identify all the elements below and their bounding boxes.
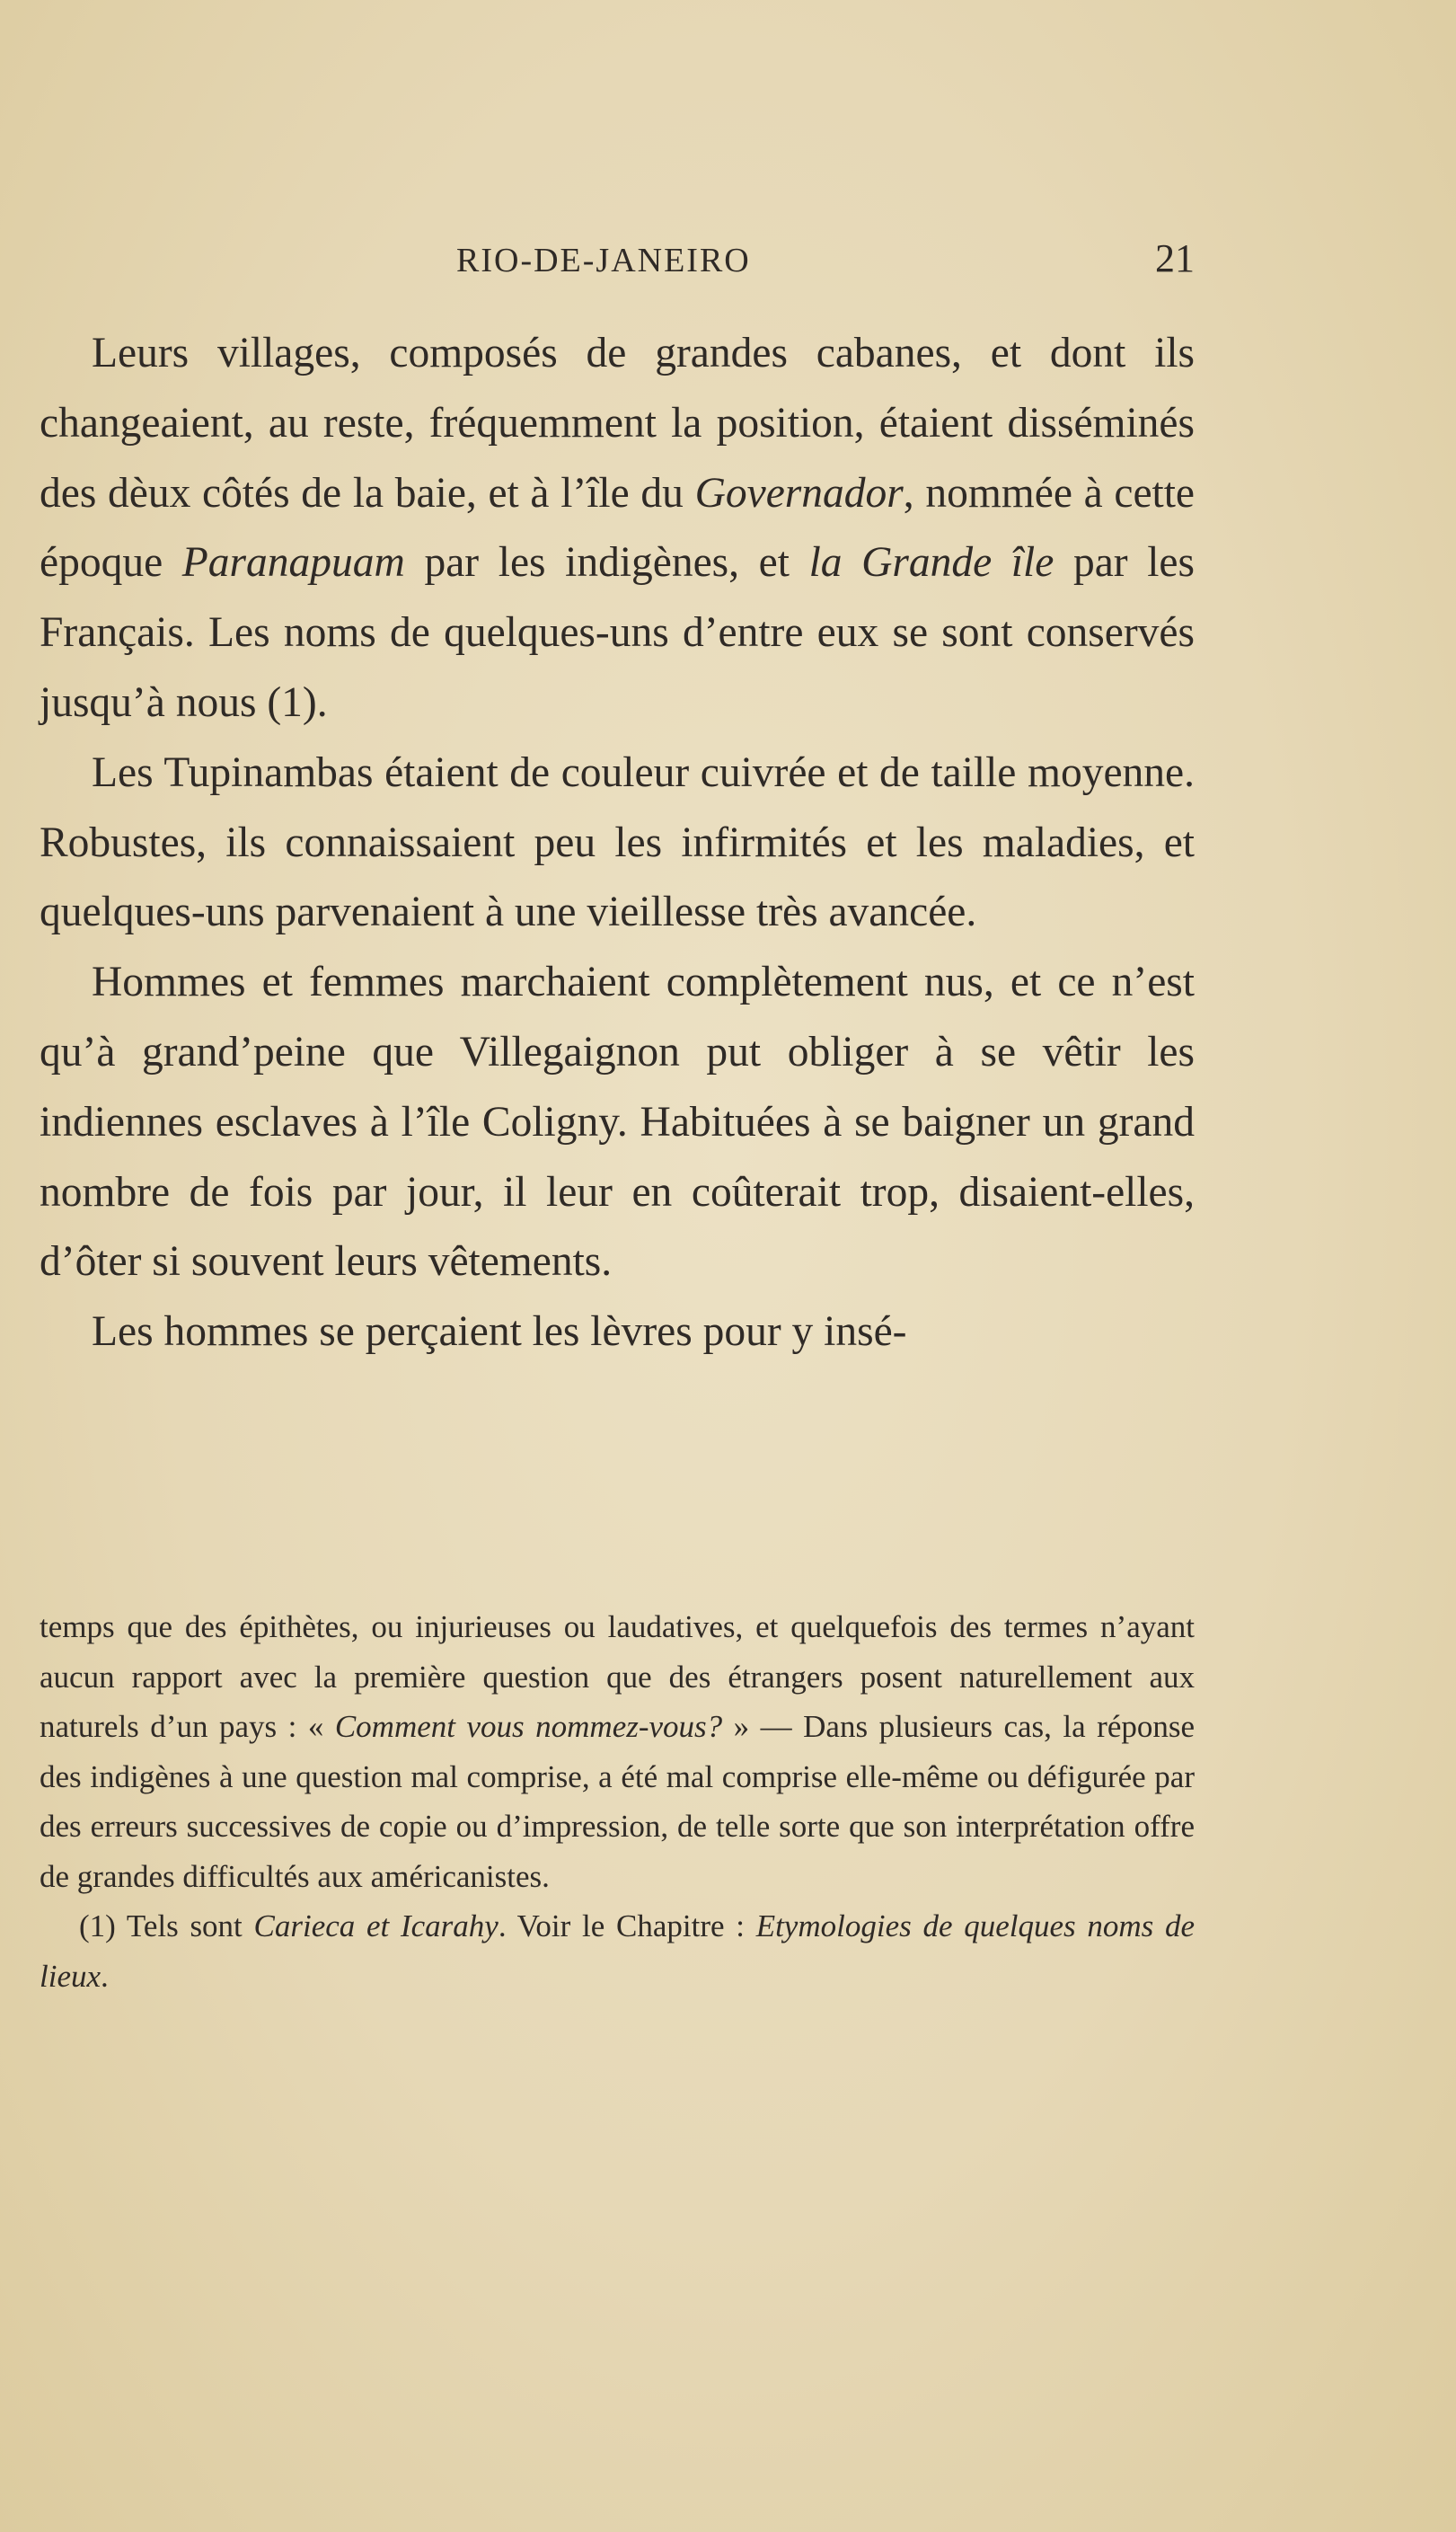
p1-text-c: par les indigènes, et — [404, 539, 809, 587]
paragraph-1 — [40, 319, 1195, 739]
p1-text-b: , nommée à cette époque — [40, 469, 1195, 587]
main-text — [40, 319, 1195, 1368]
fn-cont-quote: Comment vous nommez-vous? — [334, 1709, 723, 1744]
fn1-text-a: Tels sont — [115, 1908, 254, 1943]
footnote-1-marker: (1) — [79, 1908, 116, 1943]
fn-cont-text-b: » — Dans plusieurs cas, la réponse des indigènes à une question mal comprise, a été mal comprise elle-même ou défigurée par des erreurs successives de copie ou d’impression, de telle sorte que son interprétation offre de grandes difficultés aux américanistes. — [40, 1709, 1196, 1894]
running-title: RIO-DE-JANEIRO — [456, 242, 751, 279]
p1-governador: Governador — [694, 469, 904, 517]
p1-paranapuam: Paranapuam — [181, 539, 405, 587]
fn-cont-text-a: temps que des épithètes, ou injurieuses ou laudatives, et quelquefois des termes n’ayant aucun rapport avec la première question que des étrangers posent naturellement aux naturels d’un pays : « — [40, 1609, 1195, 1744]
paragraph-3: Hommes et femmes marchaient complètement nus, et ce n’est qu’à grand’peine que Villegaignon put obliger à se vêtir les indiennes esclaves à l’île Coligny. Habituées à se baigner un grand nombre de fois par jour, il leur en coûterait trop, disaient-elles, d’ôter si souvent leurs vêtements. — [40, 959, 1195, 1286]
footnote-continued — [40, 1602, 1195, 1901]
paragraph-4: Les hommes se perçaient les lèvres pour y insé- — [92, 1308, 907, 1356]
paragraph-2: Les Tupinambas étaient de couleur cuivrée et de taille moyenne. Robustes, ils connaissaient peu les infirmités et les maladies, et quelques-uns parvenaient à une vieillesse très avancée. — [40, 748, 1195, 936]
p1-text-a: Leurs villages, composés de grandes cabanes, et dont ils changeaient, au reste, fréquemment la position, étaient disséminés des dèux côtés de la baie, et à l’île du — [40, 330, 1195, 517]
fn1-chapter: Etymologies de quelques noms de lieux — [40, 1908, 1195, 1994]
fn1-text-c: . — [101, 1958, 109, 1994]
footnote-1 — [40, 1901, 1195, 2001]
p1-text-d: par les Français. Les noms de quelques-uns d’entre eux se sont conservés jusqu’à nous (1). — [40, 539, 1195, 726]
page-header — [40, 235, 1195, 289]
page-number: 21 — [1155, 236, 1195, 280]
p1-grande-ile: la Grande île — [808, 539, 1054, 587]
footnotes — [40, 1602, 1195, 2001]
fn1-names: Carieca et Icarahy — [253, 1908, 499, 1943]
fn1-text-b: . Voir le Chapitre : — [498, 1908, 756, 1943]
